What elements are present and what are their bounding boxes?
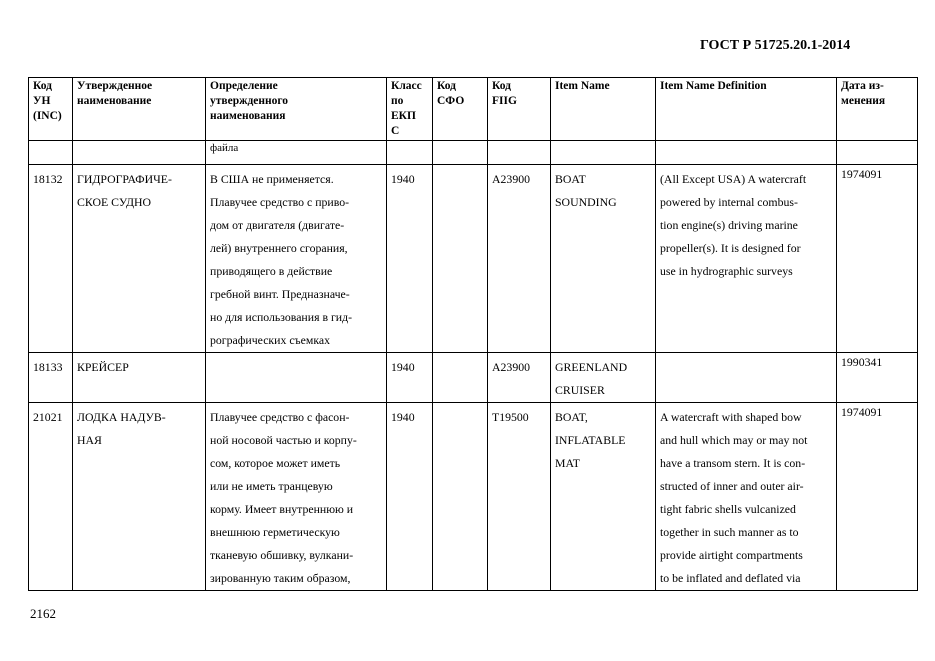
table-header-row: [29, 78, 918, 141]
cell-item-name: GREENLAND CRUISER: [551, 353, 656, 403]
document-title: ГОСТ Р 51725.20.1-2014: [700, 38, 851, 53]
cell-item-definition: A watercraft with shaped bow and hull which may or may not have a transom stern. It is con- structed of inner and outer air- tight fabric shells vulcanized together in such manner as to provide airtight compartments to be inflated and deflated via: [656, 403, 837, 591]
header-approved-name: Утвержденное наименование: [73, 78, 206, 141]
header-definition: Определение утвержденного наименования: [206, 78, 387, 141]
page-number: 2162: [30, 606, 56, 621]
cell-fiig: T19500: [488, 403, 551, 591]
table-row-continuation: [29, 141, 918, 165]
header-change-date: Дата из- менения: [837, 78, 918, 141]
cell-change-date: 1990341: [837, 353, 918, 403]
header-inc: Код УН (INC): [29, 78, 73, 141]
header-item-definition: Item Name Definition: [656, 78, 837, 141]
header-item-name: Item Name: [551, 78, 656, 141]
cell-name-ru: ГИДРОГРАФИЧЕ- СКОЕ СУДНО: [73, 165, 206, 353]
cell-inc: 18132: [29, 165, 73, 353]
header-class: Класс по ЕКП С: [387, 78, 433, 141]
catalog-table: [28, 77, 918, 591]
cell-inc: 21021: [29, 403, 73, 591]
cell-definition-ru: файла: [206, 141, 387, 165]
table-row: [29, 403, 918, 591]
cell-class: 1940: [387, 403, 433, 591]
cell-sfo: [433, 403, 488, 591]
cell-change-date: 1974091: [837, 403, 918, 591]
cell-definition-ru: [206, 353, 387, 403]
cell-fiig: A23900: [488, 353, 551, 403]
table-row: [29, 353, 918, 403]
header-fiig: Код FIIG: [488, 78, 551, 141]
cell-item-name: BOAT SOUNDING: [551, 165, 656, 353]
cell-change-date: 1974091: [837, 165, 918, 353]
table-row: [29, 165, 918, 353]
cell-name-ru: КРЕЙСЕР: [73, 353, 206, 403]
cell-definition-ru: Плавучее средство с фасон- ной носовой частью и корпу- сом, которое может иметь или не иметь транцевую корму. Имеет внутреннюю и внешнюю герметическую тканевую обшивку, вулкани- зированную таким образом,: [206, 403, 387, 591]
cell-class: 1940: [387, 165, 433, 353]
cell-sfo: [433, 353, 488, 403]
cell-inc: 18133: [29, 353, 73, 403]
cell-definition-ru: В США не применяется. Плавучее средство с приво- дом от двигателя (двигате- лей) внутреннего сгорания, приводящего в действие гребной винт. Предназначе- но для использования в гид- рографических съемках: [206, 165, 387, 353]
cell-item-name: BOAT, INFLATABLE MAT: [551, 403, 656, 591]
cell-item-definition: [656, 353, 837, 403]
cell-sfo: [433, 165, 488, 353]
cell-name-ru: ЛОДКА НАДУВ- НАЯ: [73, 403, 206, 591]
cell-class: 1940: [387, 353, 433, 403]
cell-fiig: A23900: [488, 165, 551, 353]
header-sfo: Код СФО: [433, 78, 488, 141]
cell-item-definition: (All Except USA) A watercraft powered by internal combus- tion engine(s) driving marine propeller(s). It is designed for use in hydrographic surveys: [656, 165, 837, 353]
